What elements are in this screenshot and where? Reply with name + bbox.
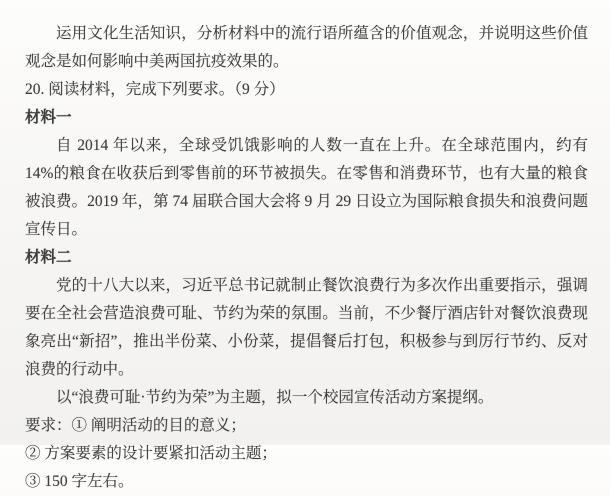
intro-paragraph: 运用文化生活知识，分析材料中的流行语所蕴含的价值观念，并说明这些价值观念是如何影响中美两国抗疫效果的。 xyxy=(25,25,588,70)
requirement-item-1: ① 阐明活动的目的意义； xyxy=(71,417,246,434)
requirements-line xyxy=(25,412,588,440)
material-one-body: 自 2014 年以来，全球受饥饿影响的人数一直在上升。在全球范围内，约有 14%的粮食在收获后到零售前的环节被损失。在零售和消费环节，也有大量的粮食被浪费。2019 年，第 74 届联合国大会将 9 月 29 日设立为国际粮食损失和浪费问题宣传日。 xyxy=(25,137,588,238)
material-two-heading: 材料二 xyxy=(25,249,72,266)
requirement-item-3: ③ 150 字左右。 xyxy=(25,473,134,490)
question-line: 20. 阅读材料，完成下列要求。（9 分） xyxy=(25,81,285,98)
material-one-heading: 材料一 xyxy=(25,109,72,126)
material-two-body: 党的十八大以来，习近平总书记就制止餐饮浪费行为多次作出重要指示，强调要在全社会营造浪费可耻、节约为荣的氛围。当前，不少餐厅酒店针对餐饮浪费现象亮出“新招”，推出半份菜、小份菜，提倡餐后打包，积极参与到厉行节约、反对浪费的行动中。 xyxy=(25,277,588,378)
task-line: 以“浪费可耻·节约为荣”为主题，拟一个校园宣传活动方案提纲。 xyxy=(56,389,494,406)
requirement-item-2: ② 方案要素的设计要紧扣活动主题； xyxy=(25,445,277,462)
requirements-label: 要求： xyxy=(25,417,72,434)
